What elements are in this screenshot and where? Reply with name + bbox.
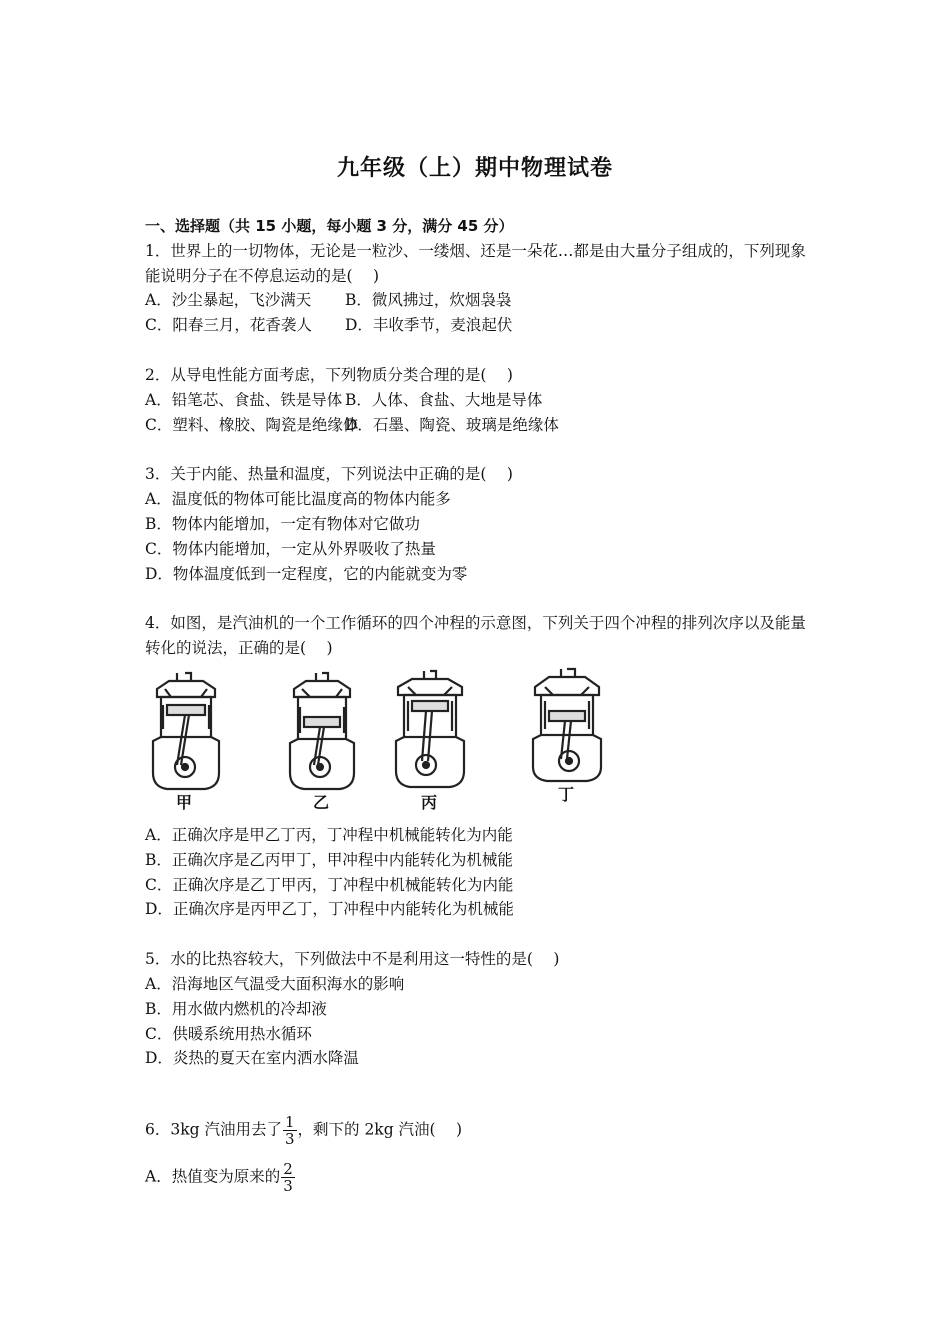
engine-label-ding: 丁 (557, 784, 574, 804)
question-6-stem (145, 1114, 815, 1147)
question-5-option-a: A．沿海地区气温受大面积海水的影响 (145, 974, 405, 993)
question-5-option-b: B．用水做内燃机的冷却液 (145, 999, 327, 1018)
fraction-one-third (283, 1114, 297, 1147)
question-1-stem: 1．世界上的一切物体，无论是一粒沙、一缕烟、还是一朵花…都是由大量分子组成的，下列现象能说明分子在不停息运动的是( ) (145, 241, 806, 285)
engine-ding-icon (527, 667, 607, 797)
question-3-option-d: D．物体温度低到一定程度，它的内能就变为零 (145, 564, 468, 583)
question-4-option-d: D．正确次序是丙甲乙丁，丁冲程中内能转化为机械能 (145, 900, 514, 919)
engine-label-yi: 乙 (312, 792, 329, 812)
question-2-stem: 2．从导电性能方面考虑，下列物质分类合理的是( ) (145, 365, 513, 384)
question-4-option-b: B．正确次序是乙丙甲丁，甲冲程中内能转化为机械能 (145, 850, 513, 869)
question-3-stem: 3．关于内能、热量和温度，下列说法中正确的是( ) (145, 465, 513, 484)
question-1-options-row-2 (145, 313, 815, 338)
question-2-option-a: A．铅笔芯、食盐、铁是导体 (145, 390, 343, 409)
question-5-stem: 5．水的比热容较大，下列做法中不是利用这一特性的是( ) (145, 950, 560, 969)
fraction-denominator: 3 (283, 1177, 293, 1196)
question-4-option-a: A．正确次序是甲乙丁丙，丁冲程中机械能转化为内能 (145, 825, 513, 844)
question-5-option-c: C．供暖系统用热水循环 (145, 1024, 312, 1043)
question-1-option-d: D．丰收季节，麦浪起伏 (345, 316, 513, 335)
question-1-option-a: A．沙尘暴起，飞沙满天 (145, 291, 312, 310)
engine-label-bing: 丙 (420, 792, 437, 812)
question-6-stem-post: ，剩下的 2kg 汽油( ) (297, 1120, 463, 1139)
question-5-option-d: D．炎热的夏天在室内洒水降温 (145, 1049, 359, 1068)
engine-diagram-ding (527, 667, 607, 804)
question-3-option-b: B．物体内能增加，一定有物体对它做功 (145, 514, 420, 533)
question-6-option-a (145, 1161, 815, 1194)
question-2-options-row-1 (145, 388, 815, 413)
question-2-option-d: D．石墨、陶瓷、玻璃是绝缘体 (345, 415, 559, 434)
question-4-stem: 4．如图，是汽油机的一个工作循环的四个冲程的示意图，下列关于四个冲程的排列次序以及能量转化的说法，正确的是( ) (145, 614, 806, 658)
engine-label-jia: 甲 (175, 792, 192, 812)
question-3-option-c: C．物体内能增加，一定从外界吸收了热量 (145, 539, 436, 558)
fraction-two-thirds (281, 1161, 295, 1194)
page-title: 九年级（上）期中物理试卷 (336, 156, 613, 181)
question-6-stem-pre: 6．3kg 汽油用去了 (145, 1120, 282, 1139)
engine-yi-icon (282, 667, 362, 797)
engine-bing-icon (390, 667, 470, 797)
question-2-options-row-2 (145, 413, 815, 438)
engine-jia-icon (147, 667, 227, 797)
engine-diagram-jia (147, 667, 227, 812)
question-2-option-b: B．人体、食盐、大地是导体 (345, 390, 543, 409)
engine-diagram-yi (282, 667, 362, 812)
question-6-option-a-text: A．热值变为原来的 (145, 1167, 281, 1186)
question-1-options-row-1 (145, 288, 815, 313)
fraction-numerator: 2 (283, 1160, 293, 1179)
question-4-option-c: C．正确次序是乙丁甲丙，丁冲程中机械能转化为内能 (145, 875, 514, 894)
exam-content (145, 214, 815, 1194)
question-2-option-c: C．塑料、橡胶、陶瓷是绝缘体 (145, 415, 359, 434)
question-1-option-b: B．微风拂过，炊烟袅袅 (345, 291, 512, 310)
engine-diagram-bing (390, 667, 470, 812)
question-3-option-a: A．温度低的物体可能比温度高的物体内能多 (145, 490, 451, 509)
fraction-numerator: 1 (284, 1113, 295, 1132)
section-header: 一、选择题（共 15 小题，每小题 3 分，满分 45 分） (145, 217, 514, 235)
engine-stroke-figure (145, 667, 815, 817)
question-1-option-c: C．阳春三月，花香袭人 (145, 316, 312, 335)
fraction-denominator: 3 (284, 1130, 295, 1149)
